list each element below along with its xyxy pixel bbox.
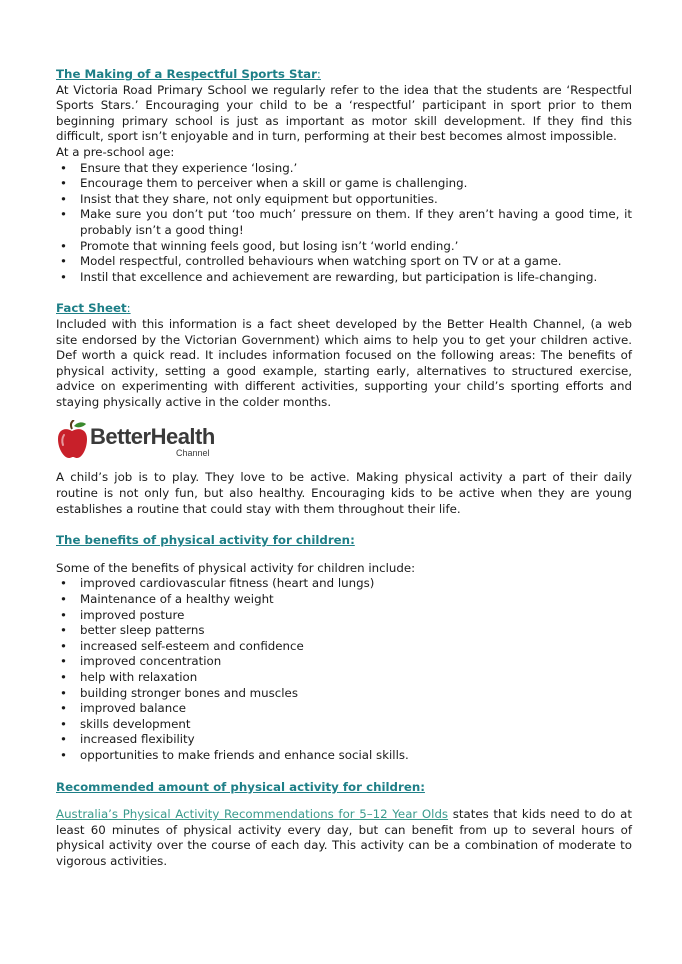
list-item: • improved balance [56, 701, 632, 717]
section-heading-fact-sheet: Fact Sheet: [56, 301, 131, 316]
section-heading-recommended-amount: Recommended amount of physical activity for children: [56, 779, 425, 794]
list-item: • improved posture [56, 608, 632, 624]
fact-sheet-paragraph: Included with this information is a fact sheet developed by the Better Health Channel, (a web site endorsed by the Victorian Government) which aims to help you to get your children active. Def worth a quick read. It includes information focused on the following areas: The benefits of physical activity, setting a good example, starting early, alternatives to structured exercise, advice on experimenting with different activities, supporting your child’s sporting efforts and staying physically active in the colder months. [56, 316, 632, 409]
list-item: • help with relaxation [56, 670, 632, 686]
list-item: • Promote that winning feels good, but losing isn’t ‘world ending.’ [56, 239, 632, 255]
list-item: • Ensure that they experience ‘losing.’ [56, 161, 632, 177]
better-health-channel-logo [56, 420, 632, 460]
recommendations-link[interactable]: Australia’s Physical Activity Recommendations for 5–12 Year Olds [56, 807, 449, 822]
child-play-paragraph: A child’s job is to play. They love to be active. Making physical activity a part of their daily routine is not only fun, but also healthy. Encouraging kids to be active when they are young establishes a routine that could stay with them throughout their life. [56, 470, 632, 516]
list-item: • better sleep patterns [56, 623, 632, 639]
document-page [56, 67, 632, 870]
list-item: • Instil that excellence and achievement are rewarding, but participation is life-changing. [56, 270, 632, 286]
list-item: • increased flexibility [56, 732, 632, 748]
logo-wordmark: BetterHealth [90, 424, 215, 450]
section-heading-respectful-sports-star: The Making of a Respectful Sports Star: [56, 67, 321, 81]
recommendations-text: states that kids need to do at least 60 minutes of physical activity every day, but can benefit from up to several hours of physical activity over the course of each day. This activity can be a combination of moderate to vigorous activities. [56, 807, 632, 868]
apple-icon [56, 420, 90, 460]
respectful-sports-star-paragraph: At Victoria Road Primary School we regularly refer to the idea that the students are ‘Respectful Sports Stars.’ Encouraging your child to be a ‘respectful’ participant in sport prior to them beginning primary school is just as important as motor skill development. If they find this difficult, sport isn’t enjoyable and in turn, performing at their best becomes almost impossible. [56, 82, 632, 144]
list-item: • improved cardiovascular fitness (heart and lungs) [56, 576, 632, 592]
list-item: • increased self-esteem and confidence [56, 639, 632, 655]
list-item: • improved concentration [56, 654, 632, 670]
list-item: • Insist that they share, not only equipment but opportunities. [56, 192, 632, 208]
pre-school-bullet-list [56, 161, 632, 286]
list-item: • opportunities to make friends and enhance social skills. [56, 748, 632, 764]
pre-school-intro: At a pre-school age: [56, 144, 175, 159]
recommendations-paragraph [56, 807, 632, 869]
list-item: • building stronger bones and muscles [56, 686, 632, 702]
logo-subtitle: Channel [176, 448, 210, 459]
benefits-intro: Some of the benefits of physical activity for children include: [56, 560, 416, 575]
section-heading-benefits: The benefits of physical activity for children: [56, 533, 355, 548]
list-item: • Maintenance of a healthy weight [56, 592, 632, 608]
list-item: • Model respectful, controlled behaviours when watching sport on TV or at a game. [56, 254, 632, 270]
list-item: • Encourage them to perceiver when a skill or game is challenging. [56, 176, 632, 192]
benefits-bullet-list [56, 576, 632, 763]
list-item: • skills development [56, 717, 632, 733]
list-item: • Make sure you don’t put ‘too much’ pressure on them. If they aren’t having a good time, it probably isn’t a good thing! [56, 207, 632, 238]
